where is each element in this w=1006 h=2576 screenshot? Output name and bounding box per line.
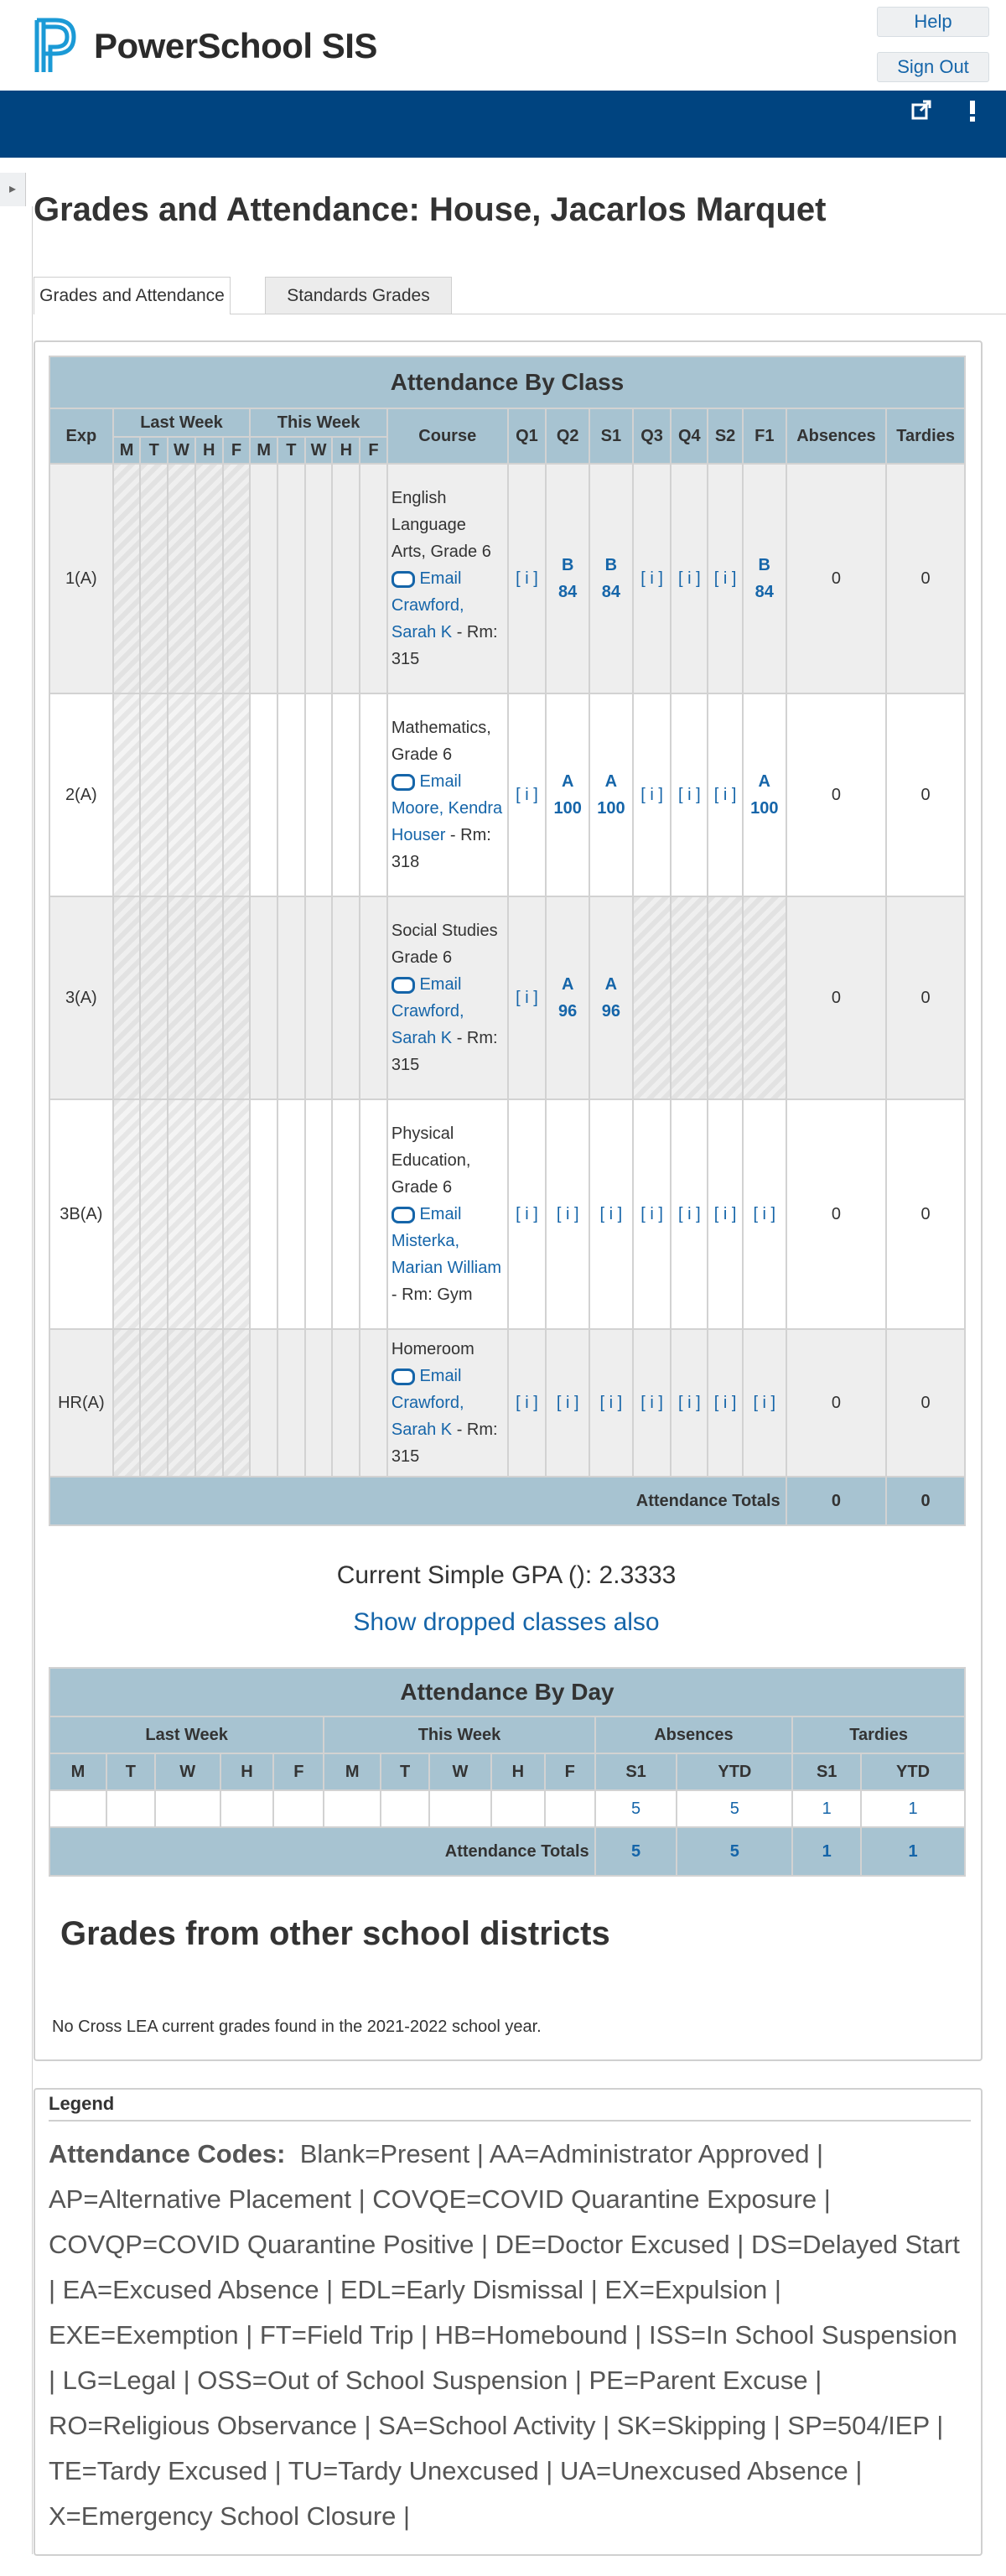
day-header: M bbox=[250, 437, 277, 464]
this-week-day-cell bbox=[305, 1099, 333, 1329]
this-week-day-cell bbox=[305, 896, 333, 1099]
attendance-by-day-table bbox=[49, 1667, 966, 1877]
legend-divider bbox=[49, 2120, 971, 2122]
absences-cell: 0 bbox=[786, 1329, 887, 1477]
grade-s2-info-link[interactable]: [ i ] bbox=[713, 569, 737, 588]
absences-cell: 0 bbox=[786, 1099, 887, 1329]
email-icon bbox=[392, 977, 415, 994]
last-week-day-cell bbox=[195, 1329, 223, 1477]
attendance-codes-label: Attendance Codes: bbox=[49, 2139, 286, 2168]
abd-tard-s1-header: S1 bbox=[792, 1753, 861, 1790]
grade-q1-info-link[interactable]: [ i ] bbox=[516, 988, 538, 1007]
grade-q3-info-link[interactable]: [ i ] bbox=[640, 785, 663, 804]
class-row bbox=[49, 1329, 965, 1477]
grade-q2-link[interactable] bbox=[558, 556, 577, 601]
day-header: T bbox=[381, 1753, 429, 1790]
exp-cell: HR(A) bbox=[49, 1329, 113, 1477]
last-week-day-cell bbox=[168, 1329, 195, 1477]
this-week-day-cell bbox=[332, 1329, 360, 1477]
col-tardies: Tardies bbox=[886, 408, 965, 464]
this-week-day-cell bbox=[332, 896, 360, 1099]
grade-q2-info-link[interactable]: [ i ] bbox=[556, 1204, 579, 1223]
grade-q4-info-link[interactable]: [ i ] bbox=[677, 785, 701, 804]
powerschool-p-icon bbox=[32, 17, 79, 75]
last-week-day-cell bbox=[223, 1329, 251, 1477]
last-week-day-cell bbox=[195, 464, 223, 693]
tardies-cell: 0 bbox=[886, 464, 965, 693]
grade-s2-unavailable bbox=[708, 896, 743, 1099]
grade-f1-unavailable bbox=[743, 896, 786, 1099]
course-cell: Physical Education, Grade 6 Email Misterka, Marian William - Rm: Gym bbox=[387, 1099, 508, 1329]
sidebar-toggle[interactable]: ▸ bbox=[0, 173, 26, 206]
teacher-name-link[interactable]: Crawford, Sarah K bbox=[391, 1394, 464, 1439]
last-week-day-cell bbox=[140, 896, 168, 1099]
last-week-day-cell bbox=[223, 1099, 251, 1329]
teacher-name-link[interactable]: Crawford, Sarah K bbox=[391, 596, 464, 641]
this-week-day-cell bbox=[250, 1099, 277, 1329]
this-week-day-cell bbox=[277, 693, 305, 896]
legend-title: Legend bbox=[49, 2093, 115, 2114]
room-label: Rm: bbox=[402, 1285, 433, 1304]
grade-q1-info-link[interactable]: [ i ] bbox=[516, 1393, 538, 1412]
grade-q4-info-link[interactable]: [ i ] bbox=[677, 1204, 701, 1223]
this-week-day-cell bbox=[277, 464, 305, 693]
attendance-by-day-title: Attendance By Day bbox=[49, 1668, 965, 1716]
col-absences: Absences bbox=[786, 408, 887, 464]
email-teacher-link[interactable] bbox=[392, 569, 462, 588]
email-label: Email bbox=[419, 772, 462, 791]
room-label: Rm: bbox=[466, 623, 498, 641]
grade-q2-link[interactable] bbox=[553, 772, 581, 818]
grade-q4-info-link[interactable]: [ i ] bbox=[677, 1393, 701, 1412]
exp-cell: 3(A) bbox=[49, 896, 113, 1099]
this-week-day-cell bbox=[277, 896, 305, 1099]
day-header: F bbox=[223, 437, 251, 464]
abd-day-cell bbox=[545, 1790, 595, 1827]
this-week-day-cell bbox=[360, 1099, 387, 1329]
abd-tard-ytd-header: YTD bbox=[861, 1753, 965, 1790]
abs-ytd-link[interactable]: 5 bbox=[729, 1799, 739, 1818]
no-cross-lea-message: No Cross LEA current grades found in the 2021-2022 school year. bbox=[52, 2018, 542, 2036]
col-q4: Q4 bbox=[671, 408, 708, 464]
grade-q2-info-link[interactable]: [ i ] bbox=[556, 1393, 579, 1412]
grade-percent: 100 bbox=[750, 799, 779, 818]
class-row bbox=[49, 693, 965, 896]
grade-q4-info-link[interactable]: [ i ] bbox=[677, 569, 701, 588]
class-row bbox=[49, 1099, 965, 1329]
this-week-day-cell bbox=[305, 693, 333, 896]
last-week-day-cell bbox=[168, 896, 195, 1099]
grade-letter: A bbox=[561, 975, 574, 994]
email-teacher-link[interactable] bbox=[392, 772, 462, 791]
grade-percent: 100 bbox=[597, 799, 625, 818]
grade-s1-info-link[interactable]: [ i ] bbox=[599, 1393, 623, 1412]
day-header: T bbox=[277, 437, 305, 464]
col-this-week: This Week bbox=[250, 408, 387, 437]
alert-icon[interactable] bbox=[967, 99, 977, 128]
last-week-day-cell bbox=[168, 1099, 195, 1329]
email-icon bbox=[392, 1368, 415, 1385]
this-week-day-cell bbox=[305, 1329, 333, 1477]
grade-s1-link[interactable] bbox=[602, 556, 620, 601]
day-header: W bbox=[168, 437, 195, 464]
abd-last-week: Last Week bbox=[49, 1716, 324, 1753]
last-week-day-cell bbox=[113, 1329, 141, 1477]
exp-cell: 1(A) bbox=[49, 464, 113, 693]
day-header: F bbox=[545, 1753, 595, 1790]
app-header bbox=[0, 0, 1006, 91]
this-week-day-cell bbox=[332, 464, 360, 693]
day-header: W bbox=[155, 1753, 220, 1790]
last-week-day-cell bbox=[195, 896, 223, 1099]
abd-absences: Absences bbox=[595, 1716, 793, 1753]
absences-cell: 0 bbox=[786, 464, 887, 693]
day-header: W bbox=[305, 437, 333, 464]
course-cell: English Language Arts, Grade 6 Email Crawford, Sarah K - Rm: 315 bbox=[387, 464, 508, 693]
room-number: 315 bbox=[391, 1447, 420, 1466]
email-label: Email bbox=[419, 975, 462, 994]
col-s1: S1 bbox=[589, 408, 633, 464]
grade-letter: A bbox=[604, 975, 618, 994]
grade-f1-link[interactable] bbox=[750, 772, 778, 818]
this-week-day-cell bbox=[360, 693, 387, 896]
tardies-cell: 0 bbox=[886, 1329, 965, 1477]
abd-day-cell bbox=[324, 1790, 381, 1827]
grade-letter: B bbox=[758, 556, 770, 574]
email-teacher-link[interactable] bbox=[392, 1367, 462, 1385]
teacher-name-link[interactable]: Moore, Kendra Houser bbox=[391, 799, 503, 844]
abd-day-cell bbox=[381, 1790, 429, 1827]
page-title: Grades and Attendance: House, Jacarlos Marquet bbox=[34, 191, 827, 228]
attendance-totals-label: Attendance Totals bbox=[49, 1477, 786, 1525]
col-exp: Exp bbox=[49, 408, 113, 464]
email-icon bbox=[392, 774, 415, 791]
grade-f1-info-link[interactable]: [ i ] bbox=[753, 1204, 776, 1223]
last-week-day-cell bbox=[113, 693, 141, 896]
abd-totals-label: Attendance Totals bbox=[49, 1827, 595, 1876]
grade-q1-info-link[interactable]: [ i ] bbox=[516, 569, 538, 588]
grade-f1-link[interactable] bbox=[755, 556, 774, 601]
col-q2: Q2 bbox=[546, 408, 589, 464]
popout-icon[interactable] bbox=[910, 99, 932, 127]
grade-s2-info-link[interactable]: [ i ] bbox=[713, 1205, 737, 1223]
last-week-day-cell bbox=[195, 693, 223, 896]
grade-letter: A bbox=[604, 772, 618, 791]
course-name: English Language Arts, Grade 6 bbox=[391, 489, 491, 561]
last-week-day-cell bbox=[168, 464, 195, 693]
day-header: M bbox=[113, 437, 141, 464]
col-f1: F1 bbox=[743, 408, 786, 464]
room-number: 318 bbox=[391, 853, 420, 871]
last-week-day-cell bbox=[195, 1099, 223, 1329]
attendance-by-class-title: Attendance By Class bbox=[49, 356, 965, 408]
grade-q1-info-link[interactable]: [ i ] bbox=[516, 785, 538, 804]
day-header: H bbox=[332, 437, 360, 464]
grade-percent: 96 bbox=[558, 1002, 578, 1021]
grade-percent: 100 bbox=[553, 799, 582, 818]
grade-q4-unavailable bbox=[671, 896, 708, 1099]
current-simple-gpa: Current Simple GPA (): 2.3333 bbox=[336, 1561, 677, 1589]
this-week-day-cell bbox=[360, 464, 387, 693]
grade-s2-info-link[interactable]: [ i ] bbox=[713, 786, 737, 804]
course-cell: Mathematics, Grade 6 Email Moore, Kendra Houser - Rm: 318 bbox=[387, 693, 508, 896]
room-label: Rm: bbox=[460, 826, 491, 844]
last-week-day-cell bbox=[113, 1099, 141, 1329]
this-week-day-cell bbox=[332, 1099, 360, 1329]
grade-s1-link[interactable] bbox=[602, 975, 620, 1021]
this-week-day-cell bbox=[250, 896, 277, 1099]
col-last-week: Last Week bbox=[113, 408, 251, 437]
exp-cell: 3B(A) bbox=[49, 1099, 113, 1329]
col-q3: Q3 bbox=[633, 408, 672, 464]
show-dropped-classes-link[interactable]: Show dropped classes also bbox=[353, 1608, 660, 1636]
day-header: H bbox=[491, 1753, 545, 1790]
day-header: M bbox=[49, 1753, 106, 1790]
course-name: Mathematics, Grade 6 bbox=[391, 719, 491, 764]
abd-this-week: This Week bbox=[324, 1716, 594, 1753]
grade-s2-info-link[interactable]: [ i ] bbox=[713, 1394, 737, 1412]
room-label: Rm: bbox=[466, 1420, 498, 1439]
this-week-day-cell bbox=[360, 1329, 387, 1477]
last-week-day-cell bbox=[113, 464, 141, 693]
last-week-day-cell bbox=[140, 693, 168, 896]
day-header: F bbox=[273, 1753, 324, 1790]
abd-total-abs-s1[interactable]: 5 bbox=[595, 1827, 677, 1876]
grade-s1-info-link[interactable]: [ i ] bbox=[599, 1204, 623, 1223]
last-week-day-cell bbox=[140, 464, 168, 693]
other-districts-title: Grades from other school districts bbox=[60, 1915, 610, 1952]
room-number: Gym bbox=[437, 1285, 473, 1304]
tardies-cell: 0 bbox=[886, 896, 965, 1099]
tard-ytd-link[interactable]: 1 bbox=[908, 1799, 918, 1818]
grade-q1-info-link[interactable]: [ i ] bbox=[516, 1204, 538, 1223]
abd-abs-ytd-header: YTD bbox=[677, 1753, 792, 1790]
last-week-day-cell bbox=[168, 693, 195, 896]
exp-cell: 2(A) bbox=[49, 693, 113, 896]
email-label: Email bbox=[419, 1367, 462, 1385]
legend-body bbox=[49, 2132, 971, 2539]
day-header: M bbox=[324, 1753, 381, 1790]
abd-day-cell bbox=[106, 1790, 155, 1827]
sidebar-divider bbox=[32, 206, 33, 2554]
attendance-by-class-table bbox=[49, 356, 966, 1526]
course-name: Physical Education, Grade 6 bbox=[391, 1124, 471, 1197]
course-cell: Homeroom Email Crawford, Sarah K - Rm: 315 bbox=[387, 1329, 508, 1477]
room-number: 315 bbox=[391, 1056, 420, 1074]
abd-day-cell bbox=[491, 1790, 545, 1827]
teacher-name-link[interactable]: Misterka, Marian William bbox=[391, 1232, 501, 1277]
grade-percent: 84 bbox=[601, 583, 621, 601]
grade-q3-info-link[interactable]: [ i ] bbox=[640, 569, 663, 588]
last-week-day-cell bbox=[140, 1329, 168, 1477]
grade-percent: 84 bbox=[754, 583, 774, 601]
last-week-day-cell bbox=[223, 464, 251, 693]
grade-q3-info-link[interactable]: [ i ] bbox=[640, 1393, 663, 1412]
grade-f1-info-link[interactable]: [ i ] bbox=[753, 1393, 776, 1412]
day-header: T bbox=[106, 1753, 155, 1790]
last-week-day-cell bbox=[113, 896, 141, 1099]
class-row bbox=[49, 464, 965, 693]
abd-total-tard-ytd[interactable]: 1 bbox=[861, 1827, 965, 1876]
day-header: H bbox=[195, 437, 223, 464]
col-course: Course bbox=[387, 408, 508, 464]
grade-letter: A bbox=[758, 772, 770, 791]
col-q1: Q1 bbox=[508, 408, 547, 464]
teacher-name-link[interactable]: Crawford, Sarah K bbox=[391, 1002, 464, 1047]
grade-percent: 84 bbox=[558, 583, 578, 601]
email-teacher-link[interactable] bbox=[392, 1205, 462, 1223]
day-header: T bbox=[140, 437, 168, 464]
last-week-day-cell bbox=[140, 1099, 168, 1329]
this-week-day-cell bbox=[250, 693, 277, 896]
grade-q3-info-link[interactable]: [ i ] bbox=[640, 1204, 663, 1223]
course-cell: Social Studies Grade 6 Email Crawford, Sarah K - Rm: 315 bbox=[387, 896, 508, 1099]
abd-total-tard-s1[interactable]: 1 bbox=[792, 1827, 861, 1876]
abd-day-cell bbox=[429, 1790, 491, 1827]
help-link[interactable]: Help bbox=[877, 7, 989, 37]
abs-s1-link[interactable]: 5 bbox=[630, 1799, 641, 1818]
grade-q2-link[interactable] bbox=[558, 975, 577, 1021]
abd-day-cell bbox=[220, 1790, 274, 1827]
abd-day-cell bbox=[273, 1790, 324, 1827]
top-links bbox=[877, 7, 989, 92]
email-icon bbox=[392, 1207, 415, 1223]
grade-s1-link[interactable] bbox=[597, 772, 625, 818]
total-absences: 0 bbox=[786, 1477, 887, 1525]
day-header: H bbox=[220, 1753, 274, 1790]
grade-letter: B bbox=[604, 556, 618, 574]
day-header: W bbox=[429, 1753, 491, 1790]
attendance-codes-list: Blank=Present | AA=Administrator Approved | AP=Alternative Placement | COVQE=COVID Quarantine Exposure | COVQP=COVID Quarantine Positive | DE=Doctor Excused | DS=Delayed Start | EA=Excused Absence | EDL=Early Dismissal | EX=Expulsion | EXE=Exemption | FT=Field Trip | HB=Homebound | ISS=In School Suspension | LG=Legal | OSS=Out of School Suspension | PE=Parent Excuse | RO=Religious Observance | SA=School Activity | SK=Skipping | SP=504/IEP | TE=Tardy Excused | TU=Tardy Unexcused | UA=Unexcused Absence | X=Emergency School Closure | bbox=[49, 2139, 960, 2531]
last-week-day-cell bbox=[223, 896, 251, 1099]
this-week-day-cell bbox=[277, 1329, 305, 1477]
email-icon bbox=[392, 571, 415, 588]
grade-letter: A bbox=[561, 772, 574, 791]
room-label: Rm: bbox=[466, 1029, 498, 1047]
col-s2: S2 bbox=[708, 408, 743, 464]
abd-day-cell bbox=[155, 1790, 220, 1827]
email-teacher-link[interactable] bbox=[392, 975, 462, 994]
legend-box bbox=[34, 2088, 983, 2556]
course-name: Social Studies Grade 6 bbox=[391, 922, 498, 967]
course-name: Homeroom bbox=[391, 1340, 474, 1358]
tard-s1-link[interactable]: 1 bbox=[822, 1799, 832, 1818]
grade-letter: B bbox=[561, 556, 574, 574]
sign-out-link[interactable]: Sign Out bbox=[877, 52, 989, 82]
brand-name: PowerSchool SIS bbox=[94, 26, 377, 65]
absences-cell: 0 bbox=[786, 896, 887, 1099]
this-week-day-cell bbox=[250, 464, 277, 693]
this-week-day-cell bbox=[250, 1329, 277, 1477]
grade-percent: 96 bbox=[601, 1002, 621, 1021]
tardies-cell: 0 bbox=[886, 1099, 965, 1329]
grade-q3-unavailable bbox=[633, 896, 672, 1099]
room-number: 315 bbox=[391, 650, 420, 668]
this-week-day-cell bbox=[277, 1099, 305, 1329]
absences-cell: 0 bbox=[786, 693, 887, 896]
tab-standards-grades[interactable]: Standards Grades bbox=[265, 277, 452, 314]
last-week-day-cell bbox=[223, 693, 251, 896]
email-label: Email bbox=[419, 569, 462, 588]
day-header: F bbox=[360, 437, 387, 464]
this-week-day-cell bbox=[360, 896, 387, 1099]
abd-total-abs-ytd[interactable]: 5 bbox=[677, 1827, 792, 1876]
tab-grades-and-attendance[interactable]: Grades and Attendance bbox=[34, 277, 231, 314]
tardies-cell: 0 bbox=[886, 693, 965, 896]
this-week-day-cell bbox=[305, 464, 333, 693]
abd-day-cell bbox=[49, 1790, 106, 1827]
class-row bbox=[49, 896, 965, 1099]
abd-tardies: Tardies bbox=[792, 1716, 965, 1753]
this-week-day-cell bbox=[332, 693, 360, 896]
powerschool-logo[interactable] bbox=[32, 17, 377, 75]
tab-bar bbox=[34, 277, 1006, 314]
abd-abs-s1-header: S1 bbox=[595, 1753, 677, 1790]
total-tardies: 0 bbox=[886, 1477, 965, 1525]
email-label: Email bbox=[419, 1205, 462, 1223]
navigation-bar bbox=[0, 91, 1006, 158]
